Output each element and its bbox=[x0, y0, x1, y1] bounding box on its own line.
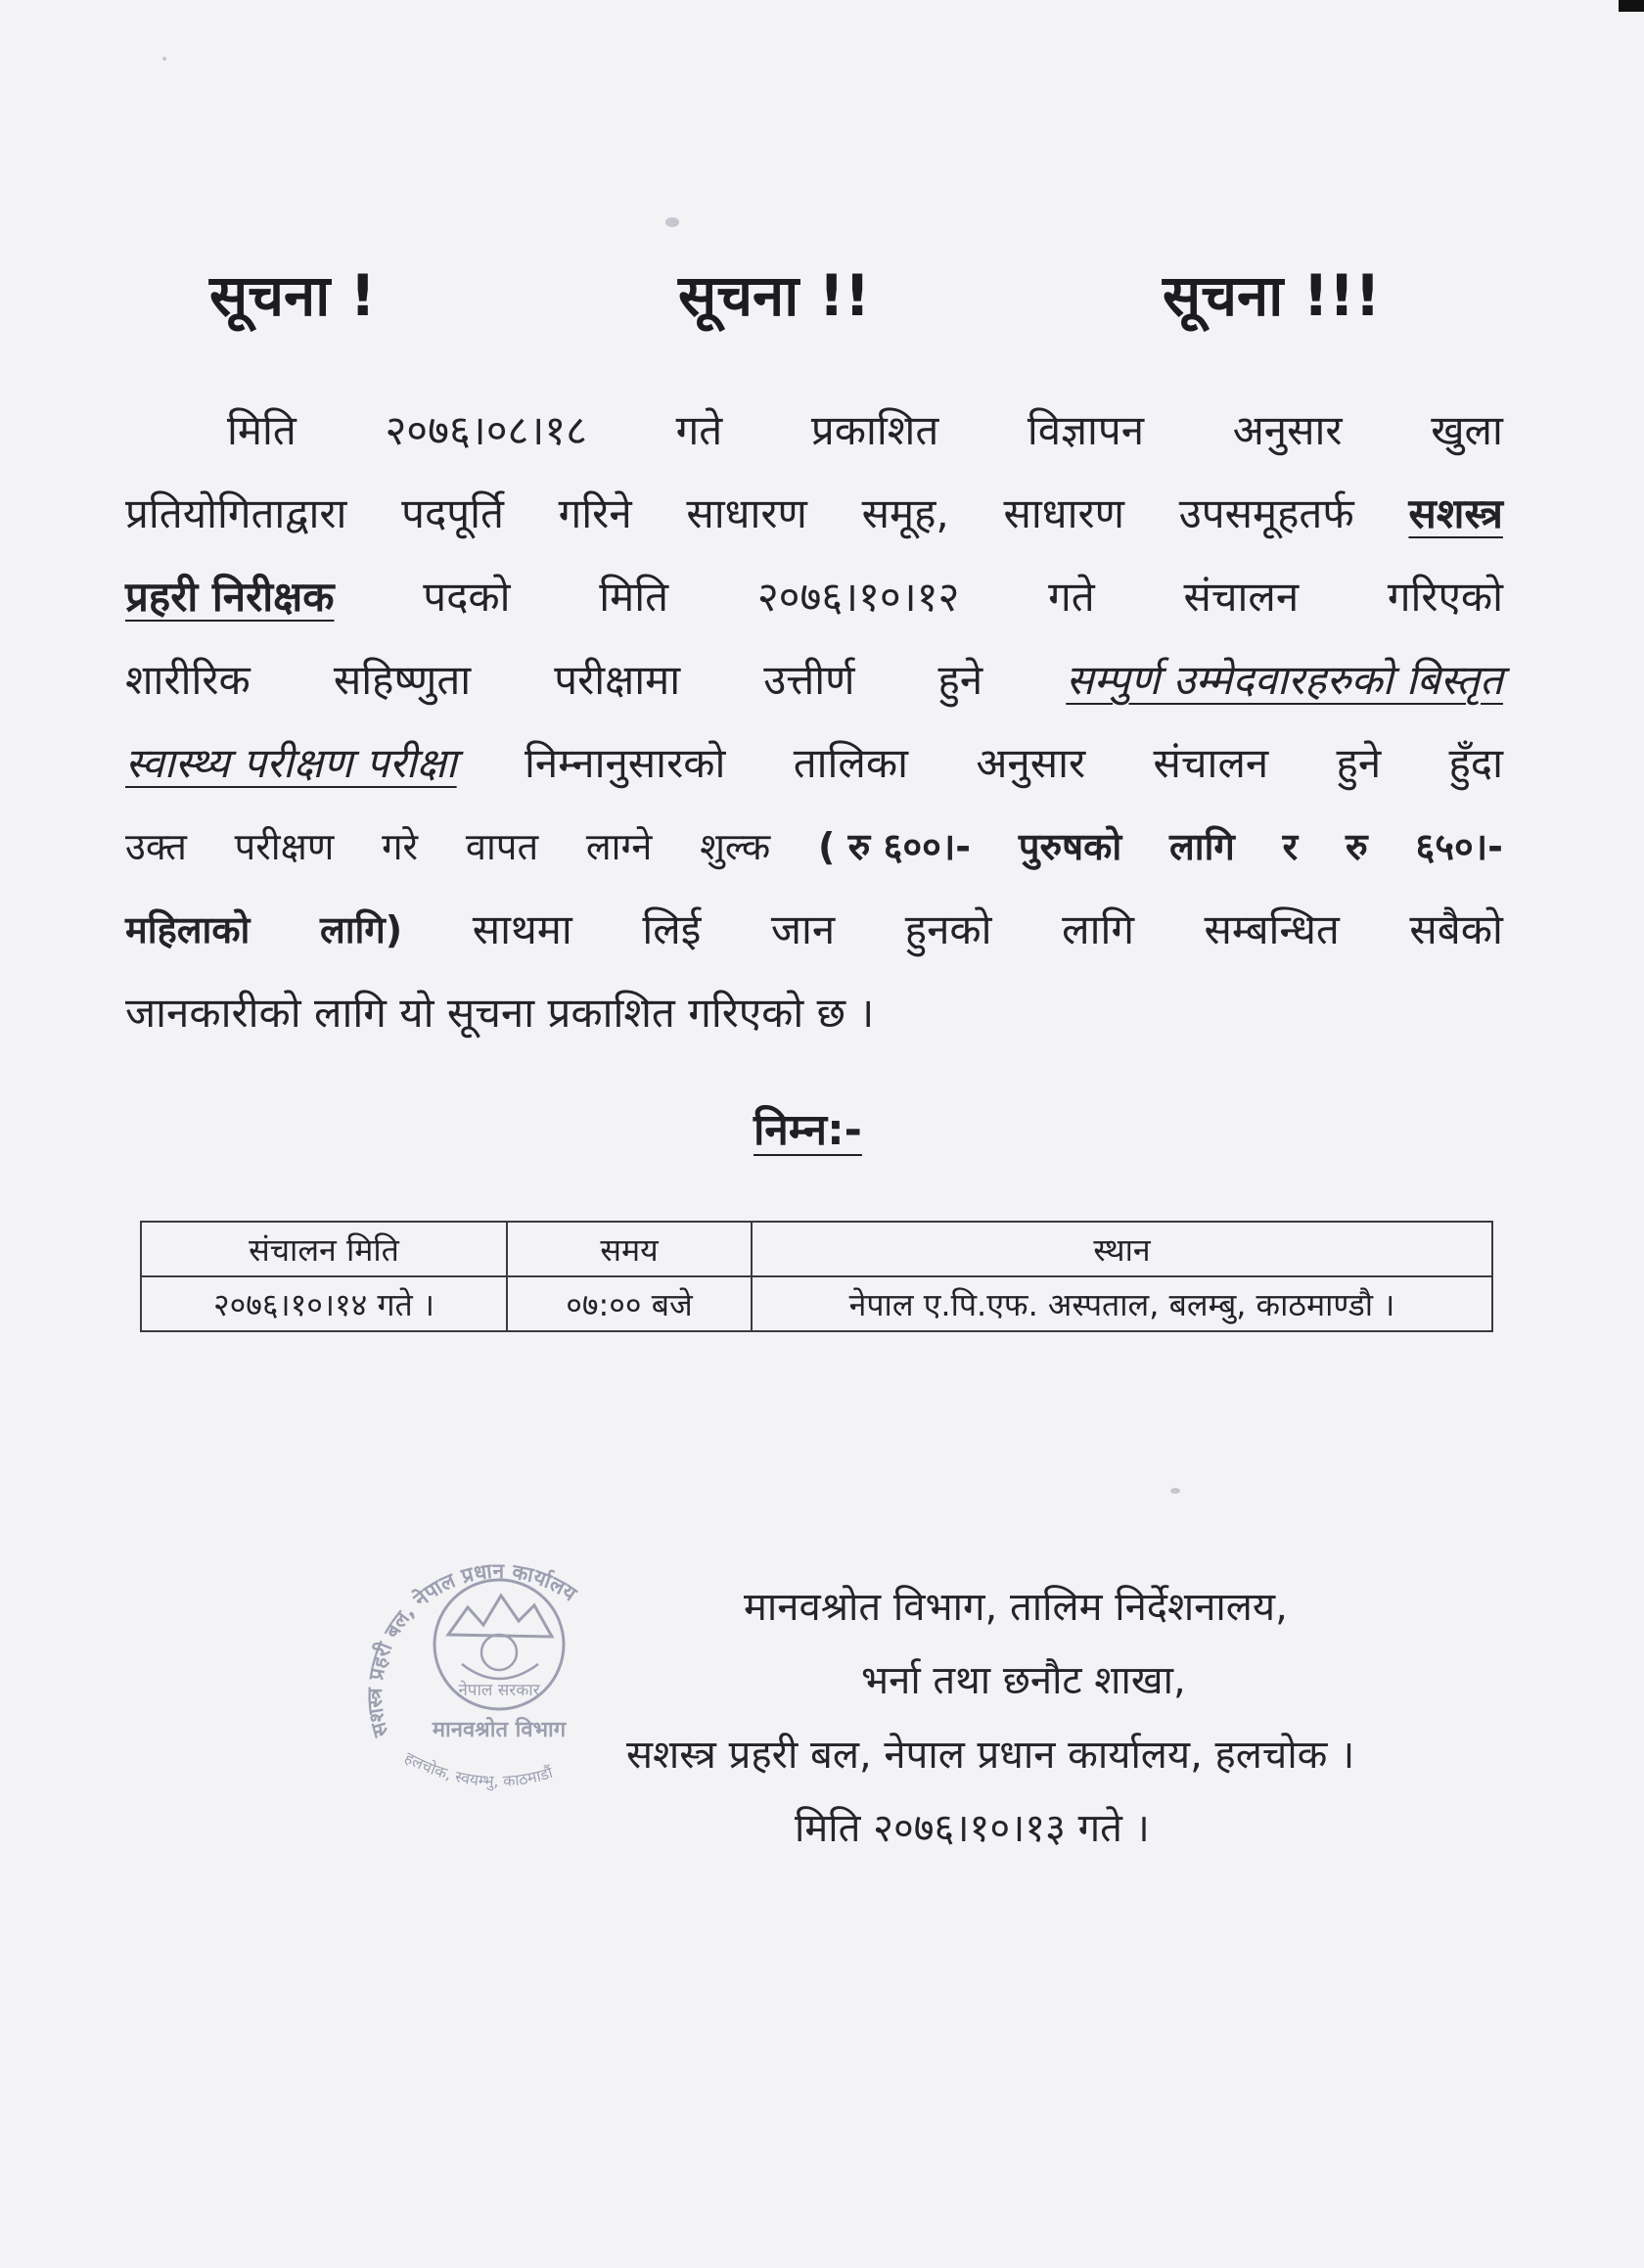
body-word: विज्ञापन bbox=[1027, 406, 1145, 454]
body-word: समूह, bbox=[861, 489, 949, 537]
body-line-5 bbox=[125, 729, 1503, 798]
cell-time: ०७:०० बजे bbox=[507, 1276, 752, 1331]
body-closing-text: जानकारीको लागि यो सूचना प्रकाशित गरिएको छ । bbox=[125, 989, 875, 1037]
body-word: लागि bbox=[1062, 905, 1134, 953]
body-word: उक्त bbox=[125, 825, 187, 868]
body-word: हुने bbox=[1336, 739, 1382, 787]
body-word: मिति bbox=[227, 406, 297, 454]
column-header-time: समय bbox=[507, 1222, 752, 1276]
body-word: गते bbox=[675, 406, 723, 454]
post-name-underlined: प्रहरी निरीक्षक bbox=[125, 573, 335, 621]
fee-amount: ६५०।- bbox=[1415, 825, 1503, 868]
body-word: प्रकाशित bbox=[810, 406, 939, 454]
body-word: गते bbox=[1048, 573, 1095, 621]
notice-heading-row bbox=[0, 256, 1644, 345]
body-word: गरिने bbox=[558, 489, 632, 537]
notice-heading: सूचना !! bbox=[678, 262, 871, 329]
body-word: अनुसार bbox=[976, 739, 1086, 787]
emblem-ribbon-icon bbox=[462, 1664, 538, 1679]
notice-heading: सूचना ! bbox=[209, 262, 376, 329]
scan-speck bbox=[162, 57, 166, 61]
exam-phrase-underlined: स्वास्थ्य परीक्षण परीक्षा bbox=[125, 739, 457, 787]
body-word: सम्बन्धित bbox=[1204, 905, 1340, 953]
body-word: लागि) bbox=[319, 908, 403, 951]
body-line-3 bbox=[125, 563, 1503, 631]
body-word: सहिष्णुता bbox=[333, 656, 472, 704]
signature-line-department: मानवश्रोत विभाग, तालिम निर्देशनालय, bbox=[744, 1585, 1288, 1630]
body-word: निम्नानुसारको bbox=[524, 739, 726, 787]
body-word: खुला bbox=[1431, 406, 1503, 454]
body-line-2 bbox=[125, 480, 1503, 548]
mountain-emblem-icon bbox=[448, 1596, 552, 1637]
body-word: शारीरिक bbox=[125, 656, 251, 704]
body-word: महिलाको bbox=[125, 908, 251, 951]
body-word: पुरुषको bbox=[1018, 825, 1122, 868]
body-word: वापत bbox=[465, 825, 539, 868]
body-word: जान bbox=[770, 905, 836, 953]
signature-line-office: सशस्त्र प्रहरी बल, नेपाल प्रधान कार्यालय, हलचोक । bbox=[626, 1733, 1355, 1778]
body-word: सबैको bbox=[1409, 905, 1503, 953]
body-word: प्रतियोगिताद्वारा bbox=[125, 489, 347, 537]
fee-amount: ( रु ६००।- bbox=[818, 825, 972, 868]
body-word: गरे bbox=[382, 825, 419, 868]
table-row bbox=[141, 1276, 1492, 1331]
body-word: २०७६।१०।१२ bbox=[756, 573, 960, 621]
body-word: लिई bbox=[642, 905, 702, 953]
scan-speck bbox=[1170, 1488, 1180, 1494]
exam-phrase-underlined: सम्पुर्ण उम्मेदवारहरुको बिस्तृत bbox=[1066, 656, 1503, 704]
emblem-circle-icon bbox=[481, 1635, 517, 1670]
body-word: परीक्षामा bbox=[554, 656, 681, 704]
body-word: मिति bbox=[599, 573, 669, 621]
body-word: र bbox=[1282, 825, 1299, 868]
body-word: पदको bbox=[423, 573, 511, 621]
body-word: उपसमूहतर्फ bbox=[1178, 489, 1354, 537]
scan-corner-mark bbox=[1619, 0, 1644, 12]
body-line-6 bbox=[125, 812, 1503, 881]
body-line-1 bbox=[227, 396, 1503, 465]
body-word: अनुसार bbox=[1232, 406, 1343, 454]
cell-date: २०७६।१०।१४ गते । bbox=[141, 1276, 507, 1331]
seal-center-text: नेपाल सरकार bbox=[458, 1681, 540, 1700]
cell-venue: नेपाल ए.पि.एफ. अस्पताल, बलम्बु, काठमाण्डौ । bbox=[752, 1276, 1492, 1331]
body-word: साथमा bbox=[472, 905, 572, 953]
body-word: साधारण bbox=[686, 489, 807, 537]
seal-outer-text: सशस्त्र प्रहरी बल, नेपाल प्रधान कार्यालय bbox=[362, 1558, 581, 1740]
body-word: लागि bbox=[1168, 825, 1235, 868]
column-header-venue: स्थान bbox=[752, 1222, 1492, 1276]
body-word: साधारण bbox=[1003, 489, 1124, 537]
seal-inner-text: मानवश्रोत विभाग bbox=[432, 1718, 567, 1742]
body-line-7 bbox=[125, 896, 1503, 964]
body-word: संचालन bbox=[1183, 573, 1300, 621]
signature-line-section: भर्ना तथा छनौट शाखा, bbox=[861, 1658, 1186, 1703]
body-word: हुनको bbox=[904, 905, 992, 953]
body-word: उत्तीर्ण bbox=[763, 656, 855, 704]
body-word: पदपूर्ति bbox=[401, 489, 504, 537]
body-word: रु bbox=[1345, 825, 1368, 868]
post-name-underlined: सशस्त्र bbox=[1408, 489, 1503, 537]
office-seal-stamp bbox=[352, 1527, 646, 1811]
column-header-date: संचालन मिति bbox=[141, 1222, 507, 1276]
body-word: शुल्क bbox=[700, 825, 771, 868]
body-word: २०७६।०८।१८ bbox=[385, 406, 587, 454]
scan-speck bbox=[665, 217, 679, 227]
schedule-table bbox=[140, 1221, 1493, 1332]
body-word: संचालन bbox=[1153, 739, 1269, 787]
body-word: तालिका bbox=[793, 739, 909, 787]
body-line-4 bbox=[125, 646, 1503, 715]
body-word: हुँदा bbox=[1448, 739, 1503, 787]
table-header-row bbox=[141, 1222, 1492, 1276]
signature-line-date: मिति २०७६।१०।१३ गते । bbox=[795, 1806, 1150, 1851]
body-word: हुने bbox=[937, 656, 983, 704]
schedule-subheading: निम्न:- bbox=[754, 1105, 862, 1155]
body-line-8 bbox=[125, 979, 1503, 1047]
seal-bottom-text: हलचोक, स्वयम्भु, काठमाडौं bbox=[401, 1747, 555, 1791]
body-word: गरिएको bbox=[1387, 573, 1503, 621]
body-word: परीक्षण bbox=[234, 825, 335, 868]
notice-heading: सूचना !!! bbox=[1163, 262, 1381, 329]
body-word: लाग्ने bbox=[585, 825, 653, 868]
